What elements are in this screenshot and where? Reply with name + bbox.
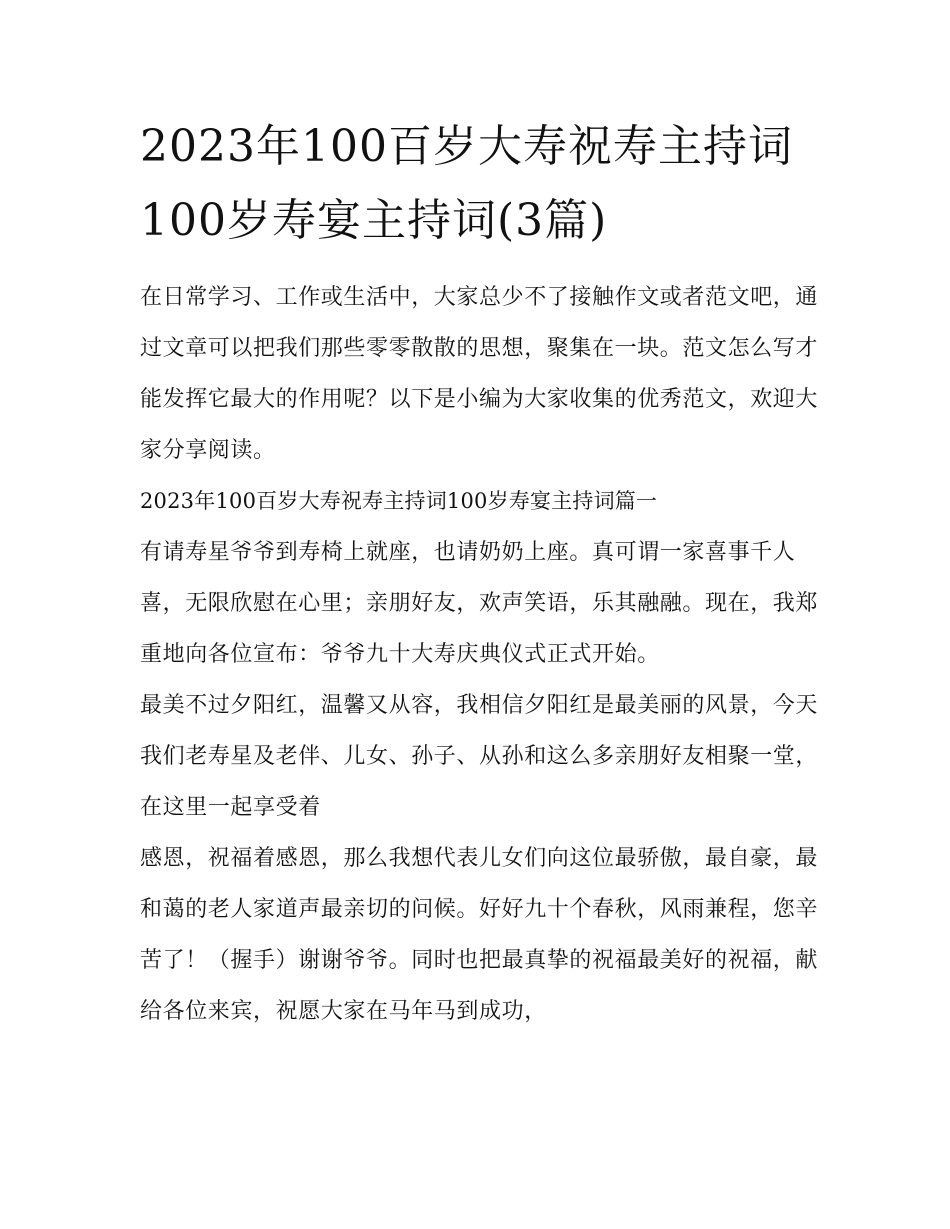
document-page bbox=[140, 110, 820, 1037]
body-paragraph-1: 有请寿星爷爷到寿椅上就座，也请奶奶上座。真可谓一家喜事千人喜，无限欣慰在心里；亲朋好友，欢声笑语，乐其融融。现在，我郑重地向各位宣布：爷爷九十大寿庆典仪式正式开始。 bbox=[140, 540, 819, 667]
body-paragraph-3: 感恩，祝福着感恩，那么我想代表儿女们向这位最骄傲，最自豪，最和蔼的老人家道声最亲切的问候。好好九十个春秋，风雨兼程，您辛苦了！（握手）谢谢爷爷。同时也把最真挚的祝福最美好的祝福，献给各位来宾，祝愿大家在马年马到成功， bbox=[140, 846, 819, 1024]
document-title: 2023年100百岁大寿祝寿主持词100岁寿宴主持词(3篇) bbox=[140, 121, 793, 246]
section-heading: 2023年100百岁大寿祝寿主持词100岁寿宴主持词篇一 bbox=[140, 489, 658, 513]
body-paragraph-2: 最美不过夕阳红，温馨又从容，我相信夕阳红是最美丽的风景，今天我们老寿星及老伴、儿女、孙子、从孙和这么多亲朋好友相聚一堂，在这里一起享受着 bbox=[140, 693, 819, 820]
intro-paragraph: 在日常学习、工作或生活中，大家总少不了接触作文或者范文吧，通过文章可以把我们那些零零散散的思想，聚集在一块。范文怎么写才能发挥它最大的作用呢？以下是小编为大家收集的优秀范文，欢迎大家分享阅读。 bbox=[140, 285, 819, 463]
